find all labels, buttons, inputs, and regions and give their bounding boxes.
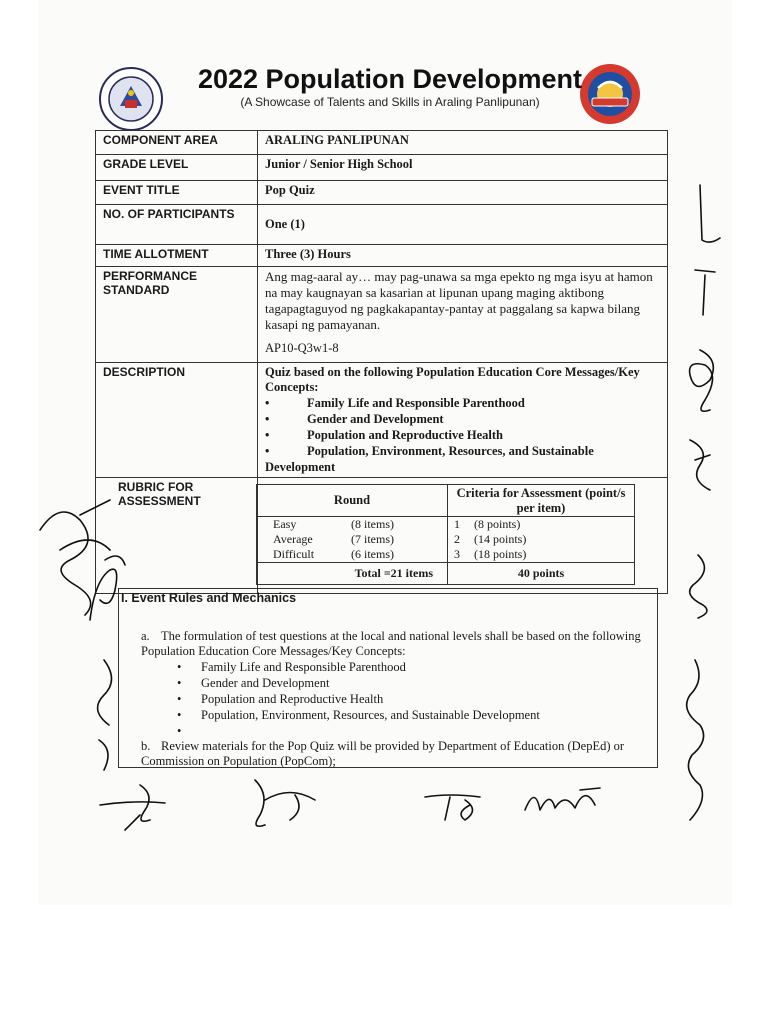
signature-right-3 [680, 430, 720, 500]
rubric-table [256, 484, 635, 585]
description-intro: Quiz based on the following Population Education Core Messages/Key Concepts: [265, 365, 640, 394]
rule-b: b. Review materials for the Pop Quiz will be provided by Department of Education (DepEd) or Commission on Population (PopCom); [141, 739, 625, 768]
table-row: Easy (8 items) 1 (8 points) [257, 517, 635, 533]
component-area-label: COMPONENT AREA [96, 131, 258, 155]
list-item: • Gender and Development [177, 676, 330, 690]
table-row: Average (7 items) 2 (14 points) [257, 532, 635, 547]
signature-bottom-1 [95, 775, 195, 835]
performance-standard-label: PERFORMANCE STANDARD [96, 267, 258, 363]
grade-level-label: GRADE LEVEL [96, 155, 258, 181]
signature-bottom-4 [520, 780, 605, 820]
event-rules-section [118, 588, 658, 768]
rubric-round-header: Round [257, 485, 448, 517]
rules-list [177, 659, 540, 739]
participants-value: One (1) [258, 205, 668, 245]
festival-logo [578, 62, 642, 126]
time-allotment-value: Three (3) Hours [258, 245, 668, 267]
list-item: • Population and Reproductive Health [265, 428, 503, 442]
signature-right-1 [680, 180, 730, 320]
time-allotment-label: TIME ALLOTMENT [96, 245, 258, 267]
list-item: • Population, Environment, Resources, and Sustainable Development [177, 708, 540, 722]
description-label: DESCRIPTION [96, 363, 258, 478]
rubric-total-items: Total =21 items [257, 563, 448, 585]
page-subtitle: (A Showcase of Talents and Skills in Araling Panlipunan) [240, 95, 540, 109]
rubric-criteria-header: Criteria for Assessment (point/s per item) [448, 485, 635, 517]
signature-right-2 [675, 340, 725, 420]
signature-left-3 [84, 650, 124, 780]
list-item: • [177, 724, 182, 738]
list-item: • Population, Environment, Resources, and Sustainable Development [265, 444, 594, 474]
event-title-label: EVENT TITLE [96, 181, 258, 205]
list-item: • Population and Reproductive Health [177, 692, 384, 706]
table-row: Difficult (6 items) 3 (18 points) [257, 547, 635, 563]
signature-right-4 [678, 550, 718, 620]
rubric-label: RUBRIC FOR ASSESSMENT [96, 478, 258, 594]
signature-bottom-3 [420, 785, 500, 825]
list-item: • Gender and Development [265, 412, 444, 426]
competency-code: AP10-Q3w1-8 [265, 341, 339, 355]
page-title: 2022 Population Development [197, 64, 583, 94]
performance-standard-text: Ang mag-aaral ay… may pag-unawa sa mga epekto ng mga isyu at hamon na may kaugnayan sa kasarian at lipunan upang maging aktibong tagapagtaguyod ng pagkakapantay-pantay at paggalang sa kapwa bilang kasapi ng pamayanan. [265, 269, 653, 332]
list-item: • Family Life and Responsible Parenthood [265, 396, 525, 410]
rubric-total-points: 40 points [448, 563, 635, 585]
rule-a: a. The formulation of test questions at the local and national levels shall be based on the following Population Education Core Messages/Key Concepts: [141, 629, 641, 658]
description-list [265, 395, 660, 475]
signature-left-2 [80, 540, 130, 630]
signature-bottom-2 [235, 775, 325, 835]
deped-seal-logo [98, 66, 164, 132]
event-title-value: Pop Quiz [258, 181, 668, 205]
participants-label: NO. OF PARTICIPANTS [96, 205, 258, 245]
component-area-value: ARALING PANLIPUNAN [258, 131, 668, 155]
signature-right-5 [670, 650, 720, 830]
list-item: • Family Life and Responsible Parenthood [177, 660, 406, 674]
grade-level-value: Junior / Senior High School [258, 155, 668, 181]
rules-title: I. Event Rules and Mechanics [121, 591, 297, 605]
